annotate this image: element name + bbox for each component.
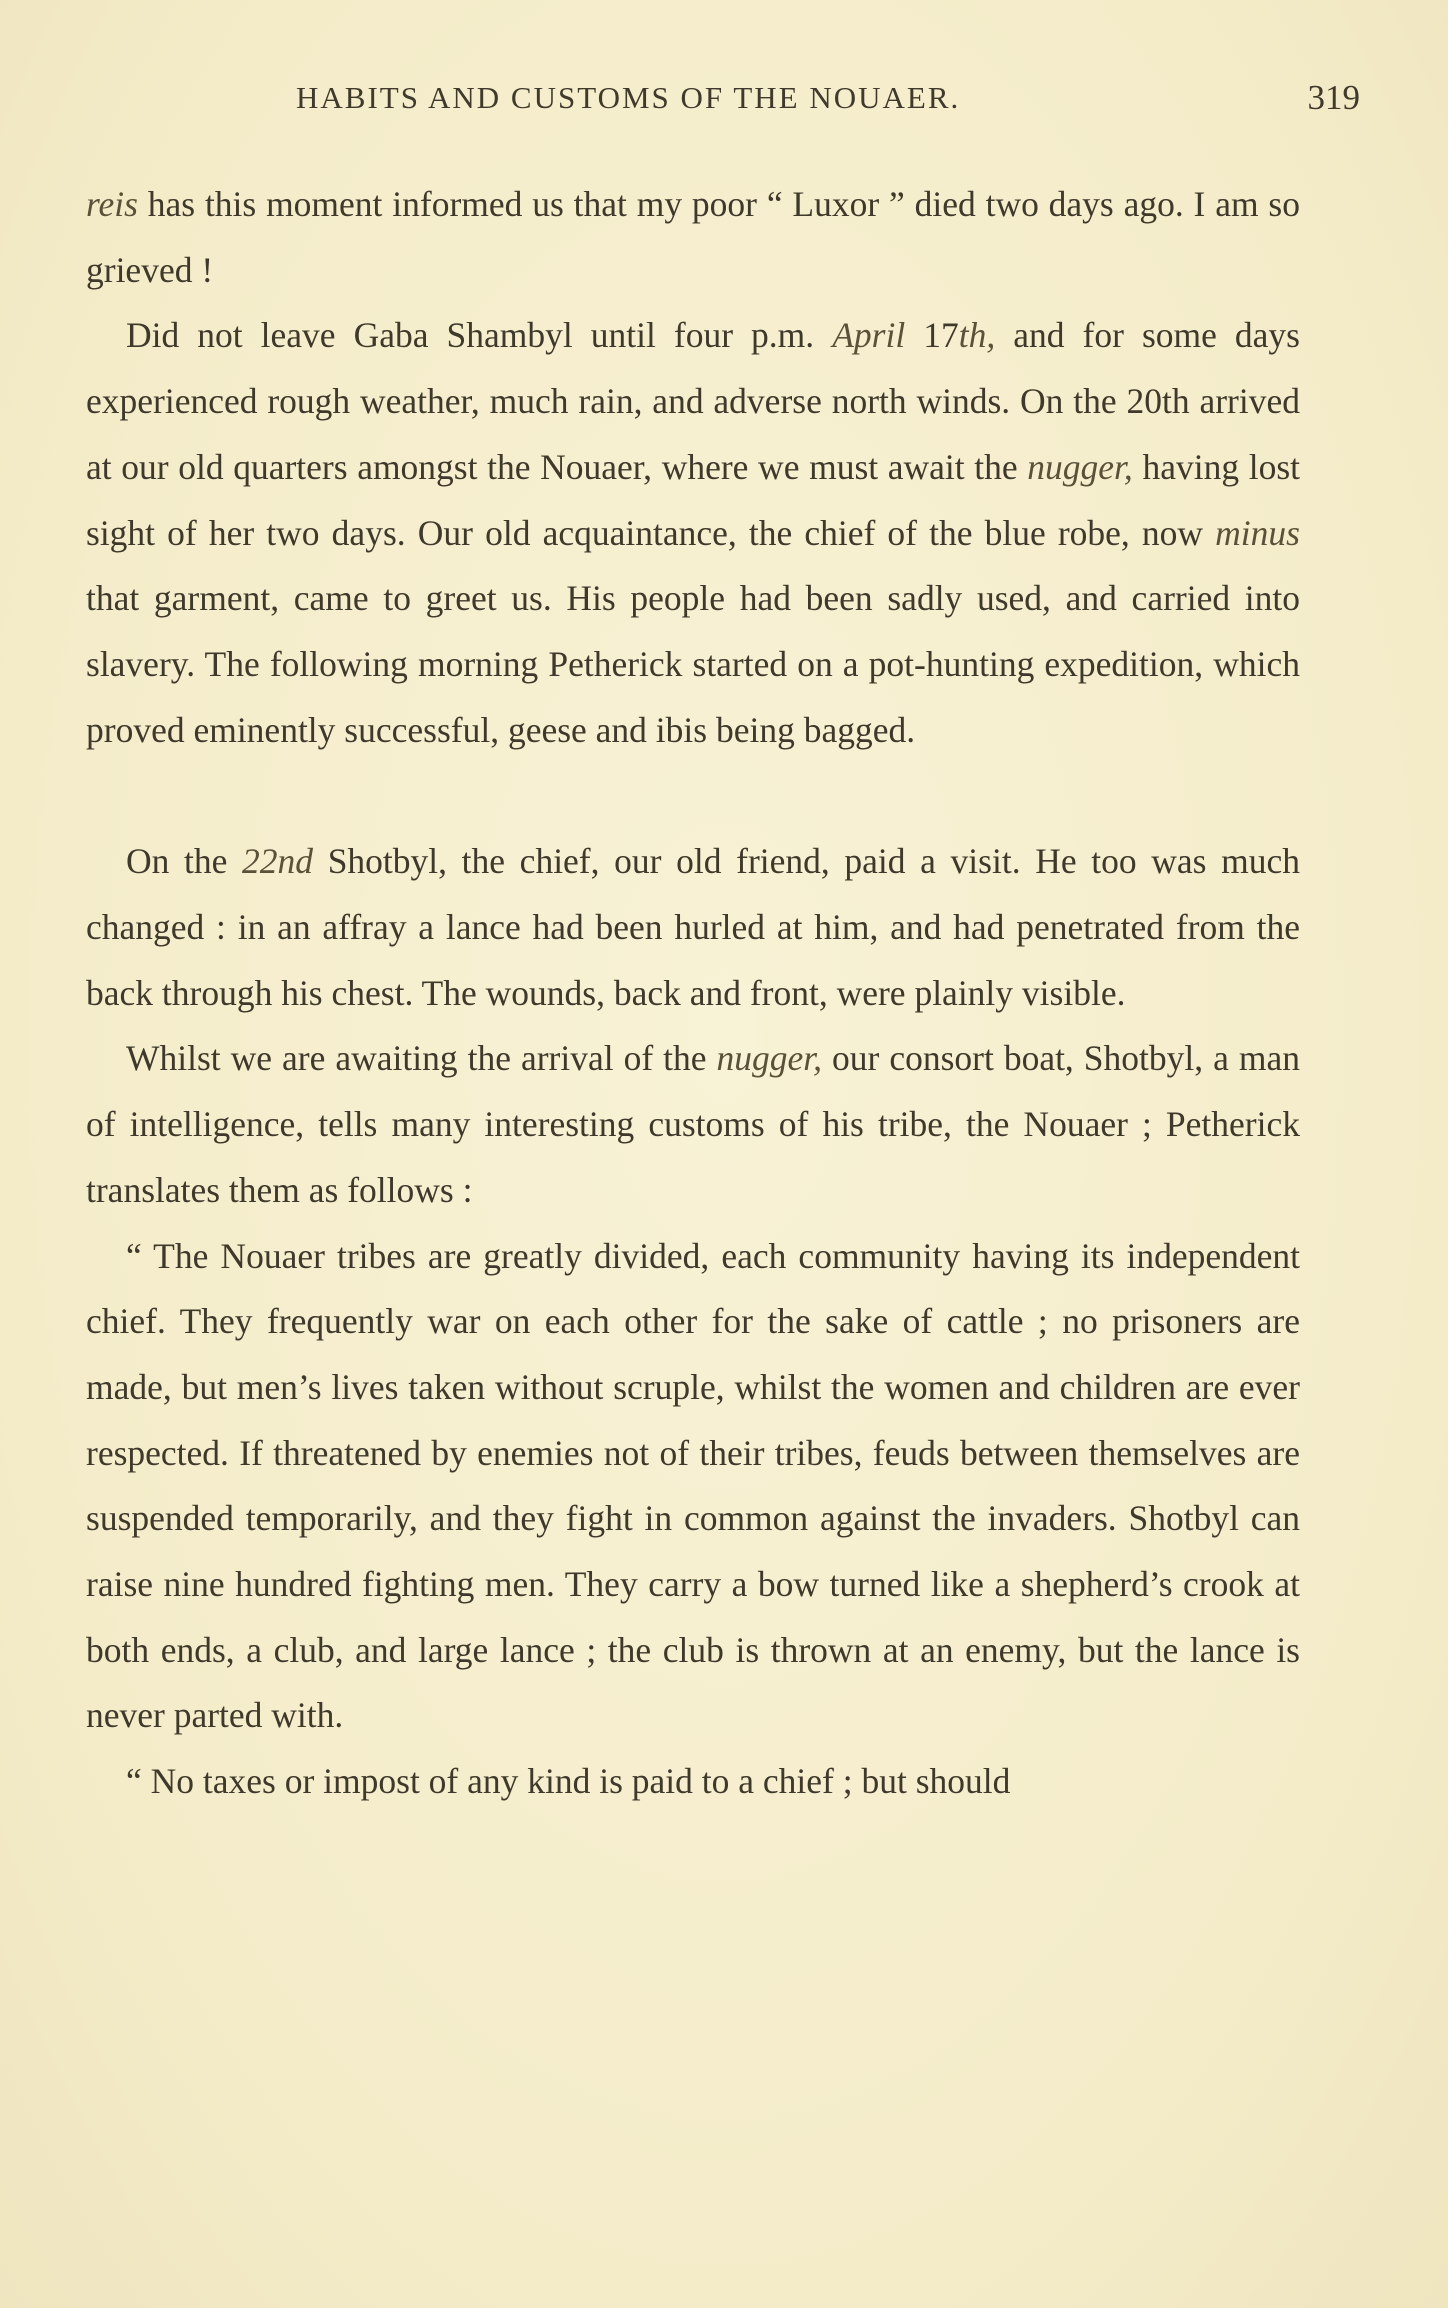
italic-text: reis: [86, 184, 138, 224]
paragraph-4: [86, 1026, 1300, 1223]
text-segment: and for some days experienced rough weather, much rain, and adverse north winds. On the 20th arrived at our old quarters amongst the Nouaer, where we must await the: [86, 315, 1300, 487]
paragraph-1: [86, 172, 1300, 303]
text-segment: 17: [905, 315, 959, 356]
text-segment: Did not leave Gaba Shambyl until four p.m.: [126, 315, 833, 356]
italic-text: nugger,: [716, 1038, 823, 1079]
text-segment: Whilst we are awaiting the arrival of the: [126, 1038, 717, 1079]
italic-text: th,: [958, 315, 996, 356]
text-segment: having lost sight of her two days. Our old acquaintance, the chief of the blue robe, now: [86, 446, 1300, 553]
italic-text: minus: [1215, 512, 1300, 553]
text-segment: “ The Nouaer tribes are greatly divided, each community having its independent chief. They frequently war on each other for the sake of cattle ; no prisoners are made, but men’s lives taken without scruple, whilst the women and children are ever respected. If threatened by enemies not of their tribes, feuds between themselves are suspended temporarily, and they fight in common against the invaders. Shotbyl can raise nine hundred fighting men. They carry a bow turned like a shepherd’s crook at both ends, a club, and large lance ; the club is thrown at an enemy, but the lance is never parted with.: [86, 1235, 1300, 1736]
text-segment: that garment, came to greet us. His people had been sadly used, and carried into slavery. The following morning Petherick started on a pot-hunting expedition, which proved eminently successful, geese and ibis being bagged.: [86, 578, 1300, 750]
paragraph-3: [86, 829, 1300, 1026]
text-segment: “ No taxes or impost of any kind is paid to a chief ; but should: [126, 1761, 1011, 1802]
running-title: HABITS AND CUSTOMS OF THE NOUAER.: [296, 80, 961, 115]
paragraph-2: [86, 303, 1300, 763]
paragraph-6: [86, 1749, 1300, 1815]
italic-text: April: [832, 315, 906, 356]
text-segment: Shotbyl, the chief, our old friend, paid a visit. He too was much changed : in an affray a lance had been hurled at him, and had penetrated from the back through his chest. The wounds, back and front, were plainly visible.: [86, 841, 1300, 1013]
italic-text: 22nd: [242, 841, 314, 882]
text-segment: On the: [126, 841, 243, 882]
text-segment: our consort boat, Shotbyl, a man of intelligence, tells many interesting customs of his tribe, the Nouaer ; Petherick translates them as follows :: [86, 1038, 1300, 1210]
running-head: [86, 80, 1362, 124]
italic-text: nugger,: [1027, 446, 1133, 487]
body-text: [86, 172, 1300, 1815]
page-number: 319: [1307, 78, 1360, 117]
paragraph-5: [86, 1224, 1300, 1750]
text-segment: has this moment informed us that my poor “ Luxor ” died two days ago. I am so grieved !: [86, 184, 1300, 290]
